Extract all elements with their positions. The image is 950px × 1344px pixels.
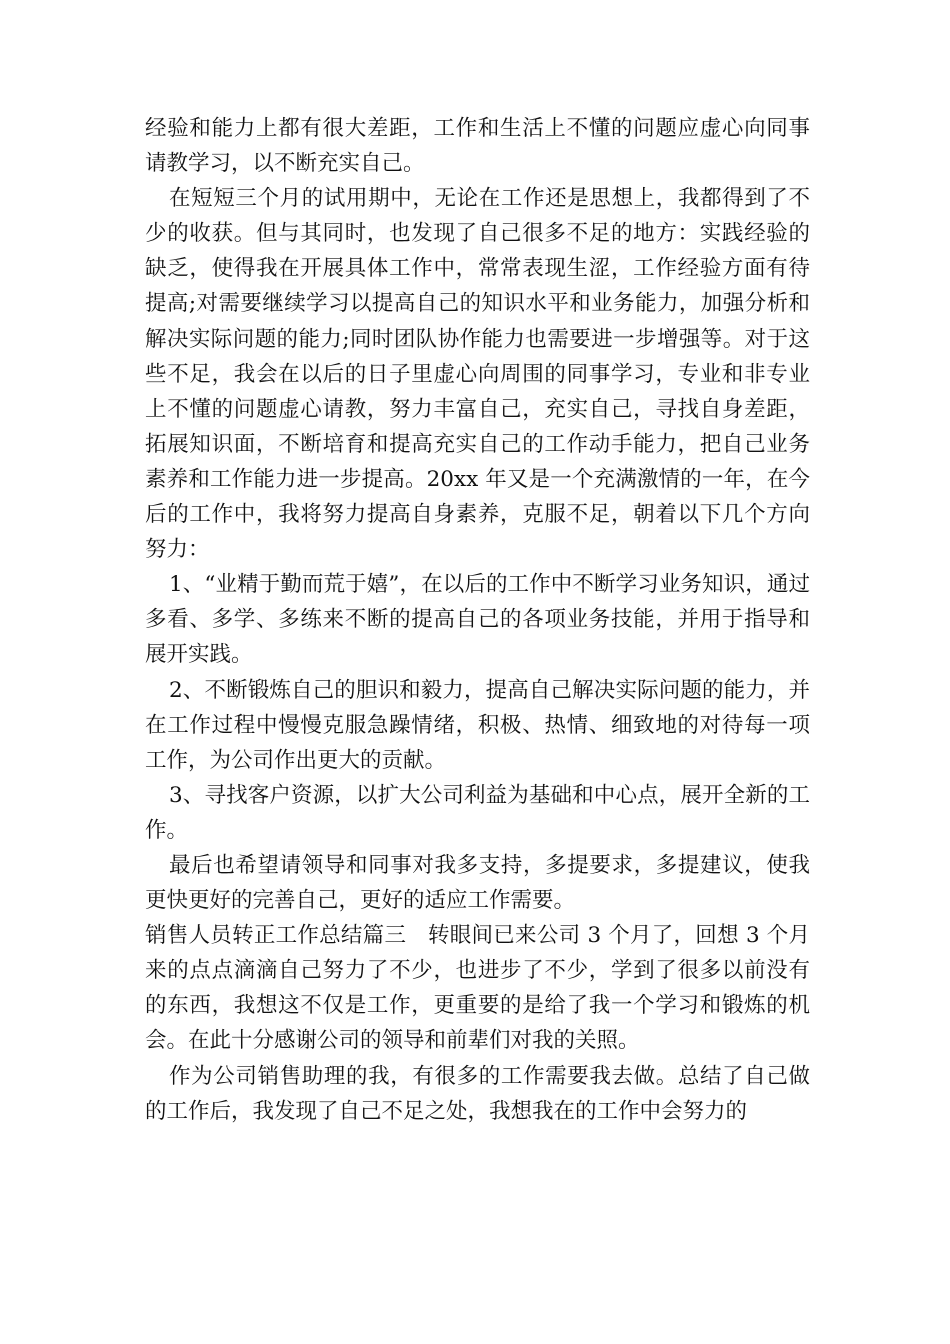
paragraph-1: 经验和能力上都有很大差距，工作和生活上不懂的问题应虚心向同事请教学习，以不断充实自己。 bbox=[145, 116, 810, 177]
document-body bbox=[145, 111, 810, 1129]
paragraph-3: 1、“业精于勤而荒于嬉”，在以后的工作中不断学习业务知识，通过多看、多学、多练来不断的提高自己的各项业务技能，并用于指导和展开实践。 bbox=[145, 572, 810, 668]
paragraph-7: 销售人员转正工作总结篇三 转眼间已来公司 3 个月了，回想 3 个月来的点点滴滴自己努力了不少，也进步了不少，学到了很多以前没有的东西，我想这不仅是工作，更重要的是给了我一个学习和锻炼的机会。在此十分感谢公司的领导和前辈们对我的关照。 bbox=[145, 923, 810, 1054]
paragraph-2: 在短短三个月的试用期中，无论在工作还是思想上，我都得到了不少的收获。但与其同时，也发现了自己很多不足的地方：实践经验的缺乏，使得我在开展具体工作中，常常表现生涩，工作经验方面有待提高;对需要继续学习以提高自己的知识水平和业务能力，加强分析和解决实际问题的能力;同时团队协作能力也需要进一步增强等。对于这些不足，我会在以后的日子里虚心向周围的同事学习，专业和非专业上不懂的问题虚心请教，努力丰富自己，充实自己，寻找自身差距，拓展知识面，不断培育和提高充实自己的工作动手能力，把自己业务素养和工作能力进一步提高。20xx 年又是一个充满激情的一年，在今后的工作中，我将努力提高自身素养，克服不足，朝着以下几个方向努力： bbox=[145, 186, 810, 563]
paragraph-4: 2、不断锻炼自己的胆识和毅力，提高自己解决实际问题的能力，并在工作过程中慢慢克服急躁情绪，积极、热情、细致地的对待每一项工作，为公司作出更大的贡献。 bbox=[145, 677, 810, 773]
paragraph-5: 3、寻找客户资源，以扩大公司利益为基础和中心点，展开全新的工作。 bbox=[145, 782, 810, 843]
paragraph-8: 作为公司销售助理的我，有很多的工作需要我去做。总结了自己做的工作后，我发现了自己不足之处，我想我在的工作中会努力的 bbox=[145, 1063, 810, 1124]
paragraph-6: 最后也希望请领导和同事对我多支持，多提要求，多提建议，使我更快更好的完善自己，更好的适应工作需要。 bbox=[145, 852, 810, 914]
